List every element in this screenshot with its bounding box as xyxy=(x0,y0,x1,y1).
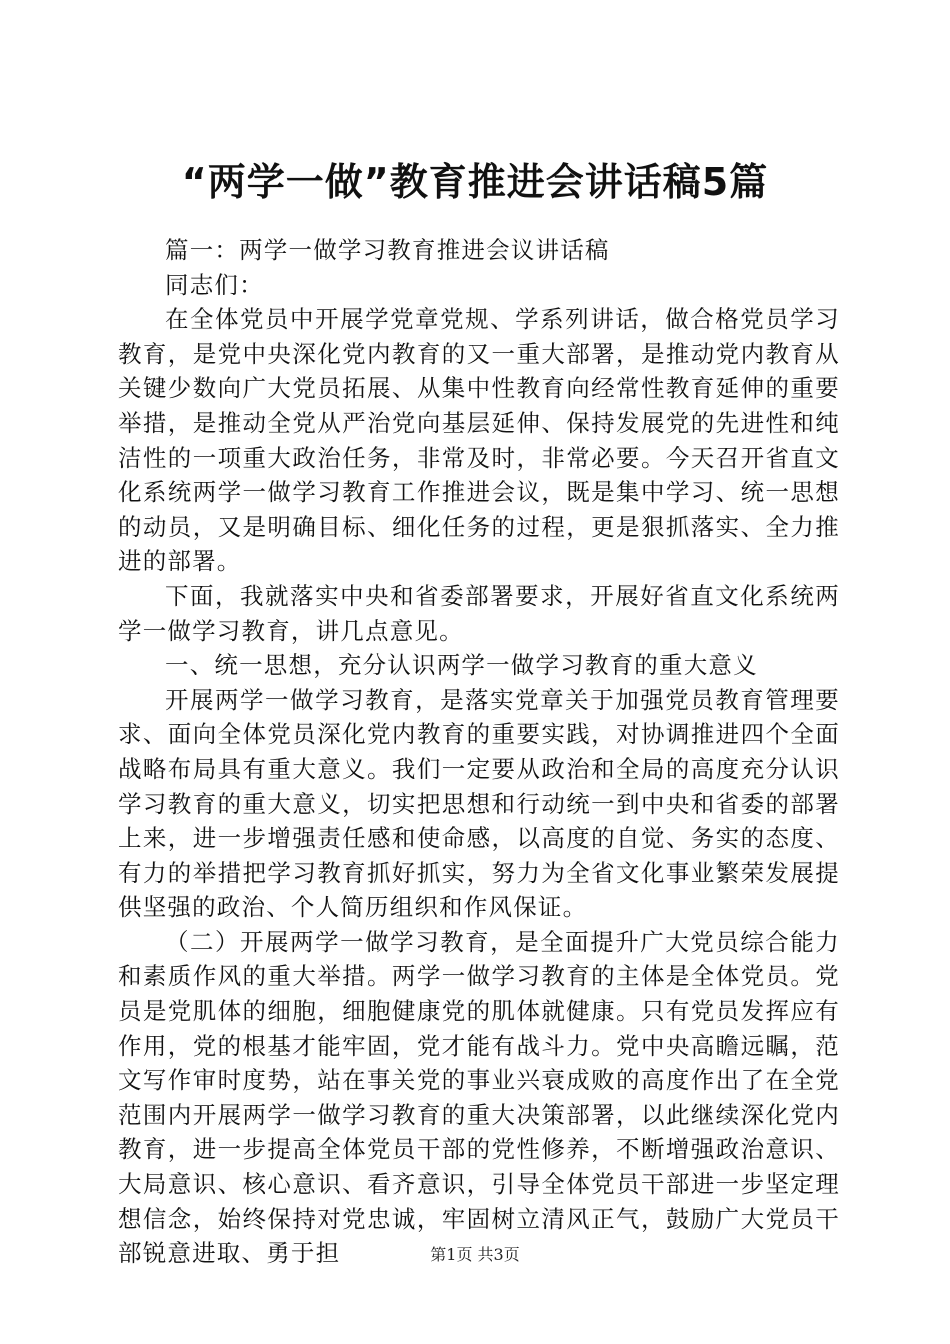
body-paragraph: 在全体党员中开展学党章党规、学系列讲话，做合格党员学习教育，是党中央深化党内教育的又一重大部署，是推动党内教育从关键少数向广大党员拓展、从集中性教育向经常性教育延伸的重要举措，是推动全党从严治党向基层延伸、保持发展党的先进性和纯洁性的一项重大政治任务，非常及时，非常必要。今天召开省直文化系统两学一做学习教育工作推进会议，既是集中学习、统一思想的动员，又是明确目标、细化任务的过程，更是狠抓落实、全力推进的部署。 xyxy=(118,305,840,576)
subsection-heading: 一、统一思想，充分认识两学一做学习教育的重大意义 xyxy=(165,651,758,680)
salutation: 同志们： xyxy=(165,270,264,299)
document-title: “两学一做”教育推进会讲话稿5篇 xyxy=(181,160,769,204)
document-body xyxy=(118,233,840,1271)
body-paragraph: （二）开展两学一做学习教育，是全面提升广大党员综合能力和素质作风的重大举措。两学一做学习教育的主体是全体党员。党员是党肌体的细胞，细胞健康党的肌体就健康。只有党员发挥应有作用，党的根基才能牢固，党才能有战斗力。党中央高瞻远瞩，范文写作审时度势，站在事关党的事业兴衰成败的高度作出了在全党范围内开展两学一做学习教育的重大决策部署，以此继续深化党内教育，进一步提高全体党员干部的党性修养，不断增强政治意识、大局意识、核心意识、看齐意识，引导全体党员干部进一步坚定理想信念，始终保持对党忠诚，牢固树立清风正气，鼓励广大党员干部锐意进取、勇于担 xyxy=(118,927,840,1268)
body-paragraph: 下面，我就落实中央和省委部署要求，开展好省直文化系统两学一做学习教育，讲几点意见。 xyxy=(118,581,840,645)
page-footer: 第1页 共3页 xyxy=(430,1245,520,1264)
section-heading: 篇一：两学一做学习教育推进会议讲话稿 xyxy=(165,236,610,264)
body-paragraph: 开展两学一做学习教育，是落实党章关于加强党员教育管理要求、面向全体党员深化党内教育的重要实践，对协调推进四个全面战略布局具有重大意义。我们一定要从政治和全局的高度充分认识学习教育的重大意义，切实把思想和行动统一到中央和省委的部署上来，进一步增强责任感和使命感，以高度的自觉、务实的态度、有力的举措把学习教育抓好抓实，努力为全省文化事业繁荣发展提供坚强的政治、个人简历组织和作风保证。 xyxy=(118,685,840,922)
